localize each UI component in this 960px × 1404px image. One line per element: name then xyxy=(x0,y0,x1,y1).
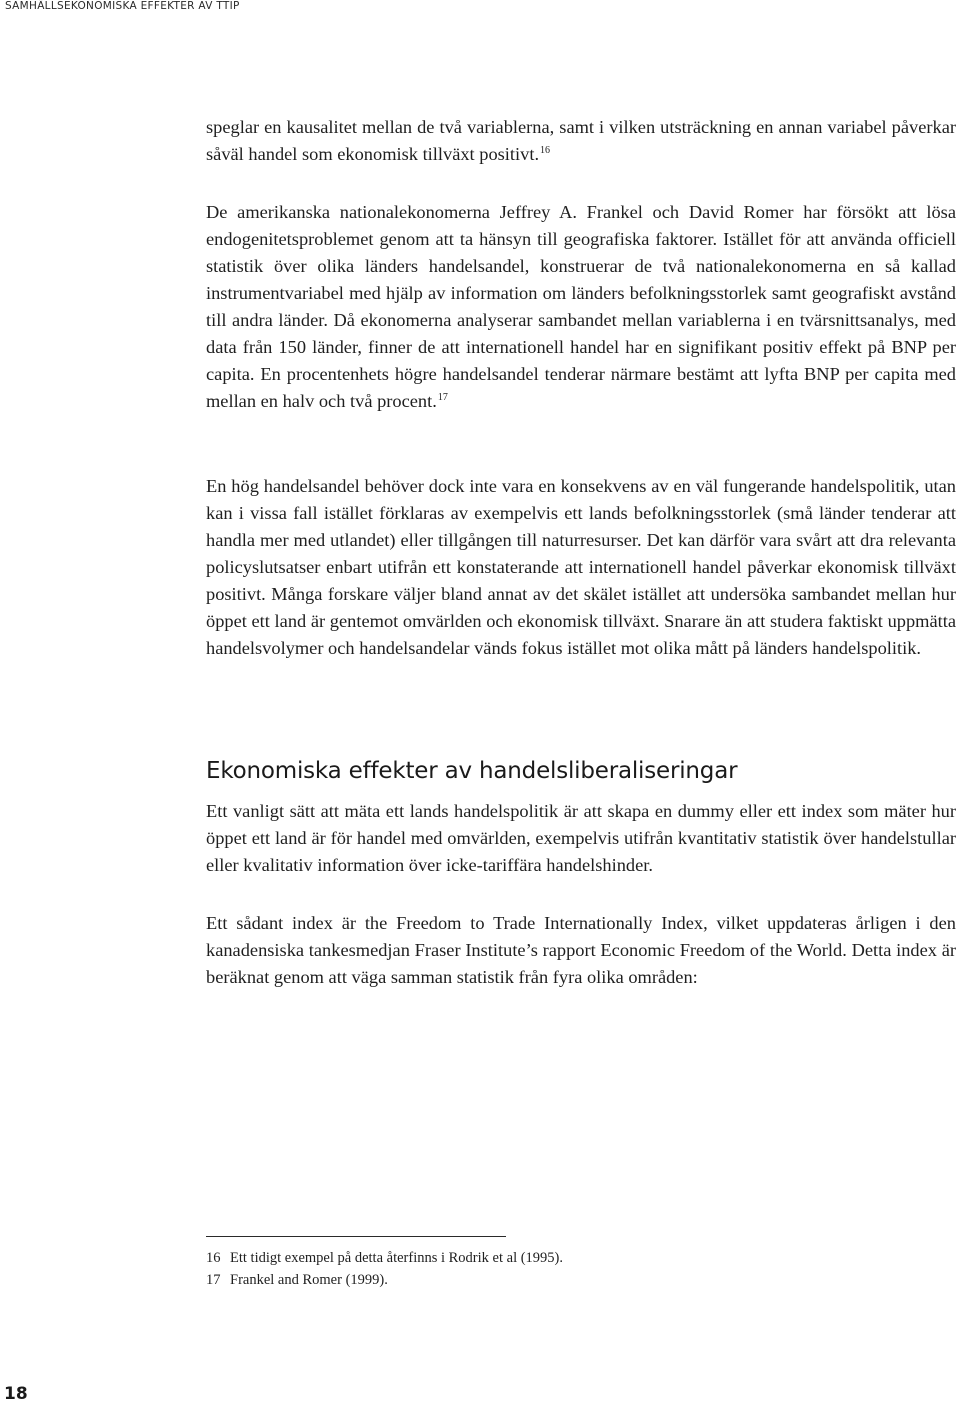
page-number: 18 xyxy=(4,1384,28,1404)
footnote-number: 16 xyxy=(206,1250,221,1266)
footnote xyxy=(206,1272,388,1289)
footnote-reference[interactable]: 16 xyxy=(540,145,551,156)
body-paragraph: De amerikanska nationalekonomerna Jeffrey A. Frankel och David Romer har försökt att lösa endogenitetsproblemet genom att ta hänsyn till geografiska faktorer. Istället för att använda officiell statistik över olika länders handelsandel, konstruerar de två nationalekonomerna en så kallad instrumentvariabel med hjälp av information om länders befolkningsstorlek samt geografiskt avstånd till andra länder. Då ekonomerna analyserar sambandet mellan variablerna i en tvärsnittsanalys, med data från 150 länder, finner de att internationell handel har en signifikant positiv effekt på BNP per capita. En procentenhets högre handelsandel tenderar närmare bestämt att lyfta BNP per capita med mellan en halv och två procent.$^{17}$ xyxy=(206,202,956,411)
footnote-text: Frankel and Romer (1999). xyxy=(230,1272,388,1288)
running-header: SAMHÄLLSEKONOMISKA EFFEKTER AV TTIP xyxy=(5,0,240,12)
footnote-text: Ett tidigt exempel på detta återfinns i Rodrik et al (1995). xyxy=(230,1250,564,1266)
footnote-number: 17 xyxy=(206,1272,221,1288)
footnote xyxy=(206,1250,563,1267)
body-paragraph: speglar en kausalitet mellan de två variablerna, samt i vilken utsträckning en annan variabel påverkar såväl handel som ekonomisk tillväxt positivt.$^{16}$ xyxy=(206,117,956,164)
body-paragraph: En hög handelsandel behöver dock inte vara en konsekvens av en väl fungerande handelspolitik, utan kan i vissa fall istället förklaras av exempelvis ett lands befolkningsstorlek (små länder tenderar att handla mer med utlandet) eller tillgången till naturresurser. Det kan därför vara svårt att dra relevanta policyslutsatser enbart utifrån ett konstaterande att internationell handel påverkar ekonomisk tillväxt positivt. Många forskare väljer bland annat av det skälet istället att undersöka sambandet mellan hur öppet ett land är gentemot omvärlden och ekonomisk tillväxt. Snarare än att studera faktiskt uppmätta handelsvolymer och handelsandelar vänds fokus istället mot olika mått på länders handelspolitik. xyxy=(206,476,956,658)
footnote-reference[interactable]: 17 xyxy=(437,392,448,403)
body-paragraph: Ett sådant index är the Freedom to Trade Internationally Index, vilket uppdateras årligen i den kanadensiska tankesmedjan Fraser Institute’s rapport Economic Freedom of the World. Detta index är beräknat genom att väga samman statistik från fyra olika områden: xyxy=(206,913,956,987)
body-paragraph: Ett vanligt sätt att mäta ett lands handelspolitik är att skapa en dummy eller ett index som mäter hur öppet ett land är för handel med omvärlden, exempelvis utifrån kvantitativ statistik över handelstullar eller kvalitativ information över icke-tariffära handelshinder. xyxy=(206,801,956,875)
footnote-divider xyxy=(206,1236,506,1237)
section-heading: Ekonomiska effekter av handelsliberaliseringar xyxy=(206,758,738,784)
